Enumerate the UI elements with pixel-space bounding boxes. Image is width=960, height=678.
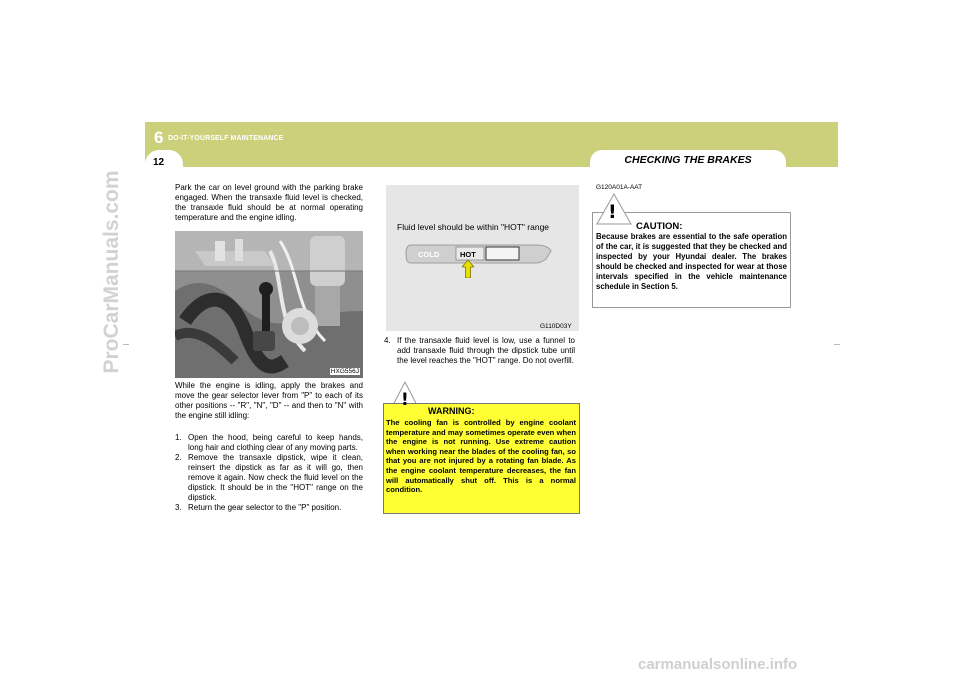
intro-paragraph: Park the car on level ground with the parking brake engaged. When the transaxle fluid level is checked, the transaxle fluid should be at normal operating temperature and the engine idling. <box>175 183 363 222</box>
page-number: 12 <box>153 157 165 168</box>
engine-bay-photo <box>175 231 363 378</box>
list-item <box>384 336 575 366</box>
crop-mark-left <box>123 344 129 345</box>
warning-exclamation-icon: ! <box>401 390 409 410</box>
list-item <box>175 453 363 503</box>
step-number: 4. <box>384 336 391 345</box>
step-text: Remove the transaxle dipstick, wipe it clean, reinsert the dipstick as far as it will go, then remove it again. Now check the fluid level on the dipstick. It should be in the "HOT" range on the dipstick. <box>188 453 363 502</box>
warning-title: WARNING: <box>428 406 475 416</box>
idle-instructions: While the engine is idling, apply the brakes and move the gear selector lever from "P" to each of its other positions -- "R", "N", "D" -- and then to "N" with the engine still idling: <box>175 381 363 420</box>
section-title: CHECKING THE BRAKES <box>624 154 752 166</box>
photo-code: HXG556J <box>330 368 359 375</box>
warning-text: The cooling fan is controlled by engine coolant temperature and may sometimes operate even when the engine is not running. Use extreme caution when working near the blades of the cooling fan, so that you are not injured by a rotating fan blade. As the engine coolant temperature decreases, the fan will automatically shut off. This is a normal condition. <box>386 418 576 495</box>
step-text: Return the gear selector to the "P" position. <box>188 503 342 512</box>
list-item <box>175 503 363 513</box>
step-number: 1. <box>175 433 182 442</box>
step-number: 2. <box>175 453 182 462</box>
watermark-left: ProCarManuals.com <box>100 170 123 374</box>
watermark-bottom: carmanualsonline.info <box>638 656 798 673</box>
chapter-title: DO-IT-YOURSELF MAINTENANCE <box>168 135 284 142</box>
caution-text: Because brakes are essential to the safe operation of the car, it is suggested that they be checked and inspected by your Hyundai dealer. The brakes should be checked and inspected for wear at those intervals specified in the vehicle maintenance schedule in Section 5. <box>596 232 787 291</box>
up-arrow-icon <box>462 260 474 278</box>
list-item <box>175 433 363 453</box>
diagram-code: G110D03Y <box>540 323 572 330</box>
step-text: Open the hood, being careful to keep hands, long hair and clothing clear of any moving parts. <box>188 433 363 452</box>
check-steps-list <box>175 433 363 513</box>
diagram-caption: Fluid level should be within "HOT" range <box>397 222 550 232</box>
dipstick-illustration <box>386 185 579 331</box>
caution-code: G120A01A-AAT <box>596 184 643 191</box>
cold-label: COLD <box>418 250 440 259</box>
crop-mark-right <box>834 344 840 345</box>
hot-label: HOT <box>460 250 476 259</box>
engine-bay-image <box>175 231 363 378</box>
step-four-list <box>384 336 575 366</box>
dipstick-diagram <box>386 185 579 331</box>
step-number: 3. <box>175 503 182 512</box>
caution-title: CAUTION: <box>636 221 683 232</box>
chapter-number: 6 <box>154 128 164 147</box>
step-text: If the transaxle fluid level is low, use a funnel to add transaxle fluid through the dipstick tube until the level reaches the "HOT" range. Do not overfill. <box>397 336 575 365</box>
caution-exclamation-icon: ! <box>608 201 617 223</box>
